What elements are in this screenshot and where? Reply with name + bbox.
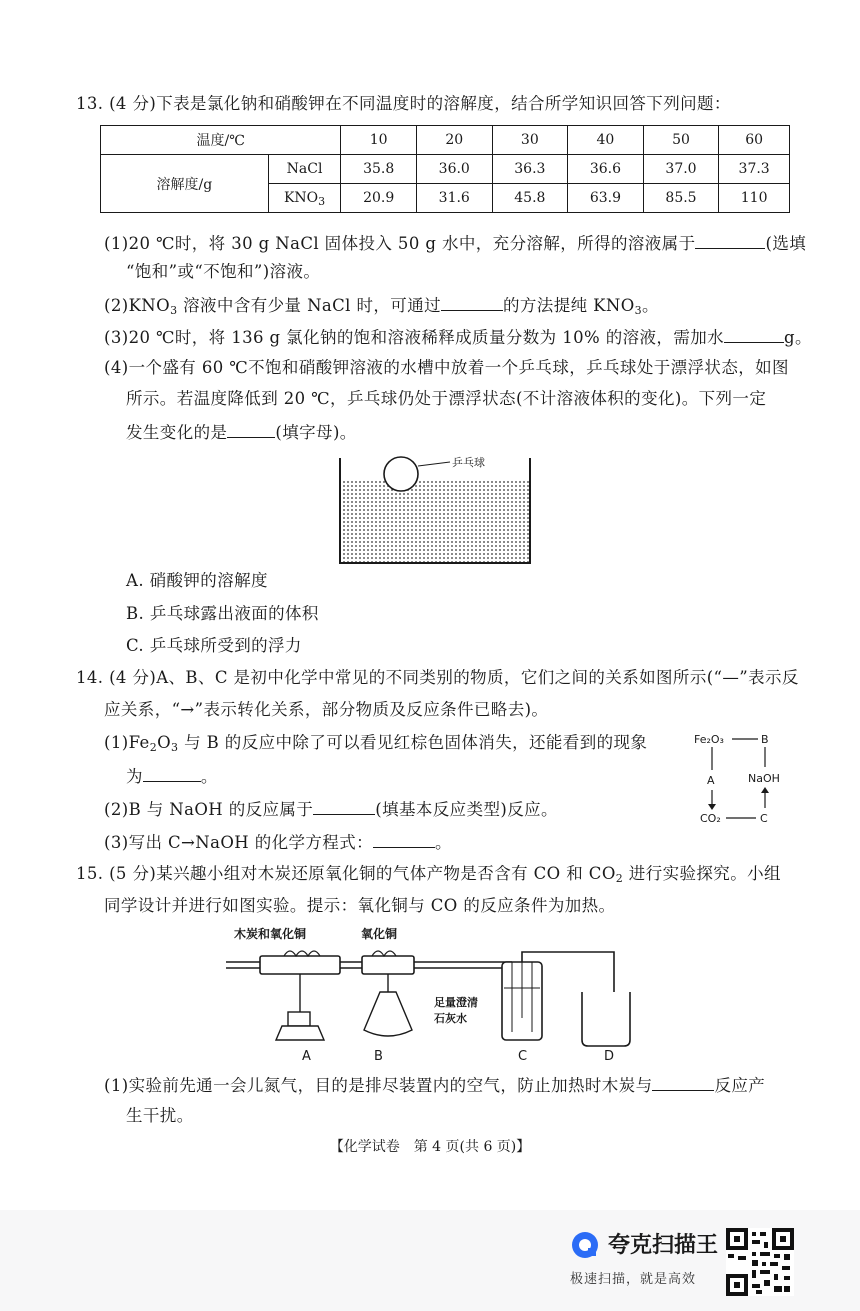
q15-stem-cont: 同学设计并进行如图实验。提示：氧化铜与 CO 的反应条件为加热。 — [104, 896, 616, 915]
node-co2: CO₂ — [700, 812, 721, 825]
quark-logo-icon — [570, 1230, 600, 1260]
temp-cell: 30 — [492, 126, 568, 155]
apparatus-figure — [222, 922, 642, 1064]
q14-part2: (2)B 与 NaOH 的反应属于 (填基本反应类型)反应。 — [104, 796, 558, 822]
arrowhead-c-naoh — [761, 787, 769, 793]
temp-cell: 40 — [568, 126, 644, 155]
q13-option-a: A. 硝酸钾的溶解度 — [126, 571, 268, 590]
q13-part4-cont2: 发生变化的是 (填字母)。 — [126, 419, 357, 445]
nacl-label: NaCl — [268, 155, 341, 184]
kno3-cell: 63.9 — [568, 184, 644, 213]
node-c: C — [760, 812, 768, 825]
q15-part1-cont: 生干扰。 — [126, 1106, 194, 1125]
answer-blank[interactable] — [695, 230, 765, 249]
label-tube1: 木炭和氧化铜 — [234, 927, 307, 941]
temp-cell: 10 — [341, 126, 417, 155]
relation-diagram — [690, 730, 800, 830]
solubility-header: 溶解度/g — [101, 155, 269, 213]
temp-cell: 20 — [416, 126, 492, 155]
alcohol-lamp-b — [364, 992, 412, 1036]
brand-name: 夸克扫描王 — [608, 1233, 719, 1258]
label-d: D — [604, 1049, 615, 1064]
q13-part3: (3)20 ℃时，将 136 g 氯化钠的饱和溶液稀释成质量分数为 10% 的溶液，需加水 g。 — [104, 324, 812, 350]
q14-part3: (3)写出 C→NaOH 的化学方程式： 。 — [104, 829, 452, 855]
node-fe2o3: Fe₂O₃ — [694, 733, 724, 746]
kno3-label: $KNO_3$ — [268, 184, 341, 213]
kno3-cell: 20.9 — [341, 184, 417, 213]
beaker-d — [582, 992, 630, 1046]
q14-part1: $(1)Fe_2O_3$ 与 B 的反应中除了可以看见红棕色固体消失，还能看到的现象 — [104, 733, 648, 754]
q13-part1: (1)20 ℃时，将 30 g NaCl 固体投入 50 g 水中，充分溶解，所得的溶液属于 (选填 — [104, 230, 806, 256]
q15-stem: 15. (5 分)某兴趣小组对木炭还原氧化铜的气体产物是否含有 CO 和 $CO_2$ 进行实验探究。小组 — [76, 864, 781, 885]
nacl-cell: 36.3 — [492, 155, 568, 184]
label-lime-2: 石灰水 — [434, 1012, 467, 1025]
ball-label: 乒乓球 — [452, 456, 485, 469]
q14-part1-cont: 为 。 — [126, 763, 218, 789]
q14-stem: 14. (4 分)A、B、C 是初中化学中常见的不同类别的物质，它们之间的关系如图所示(“—”表示反 — [76, 668, 799, 687]
nacl-cell: 36.6 — [568, 155, 644, 184]
tube-cuo — [362, 956, 414, 974]
solubility-table — [100, 125, 790, 213]
q13-part2: $(2)KNO_3$ 溶液中含有少量 NaCl 时，可通过 的方法提纯 $KNO_3$。 — [104, 292, 659, 318]
q13-option-c: C. 乒乓球所受到的浮力 — [126, 636, 302, 655]
ping-pong-ball — [384, 457, 418, 491]
label-c: C — [518, 1049, 528, 1064]
node-b: B — [761, 733, 769, 746]
page-footer: 【化学试卷 第 4 页(共 6 页)】 — [329, 1139, 531, 1155]
nacl-cell: 35.8 — [341, 155, 417, 184]
solution-liquid — [340, 481, 530, 563]
kno3-cell: 85.5 — [643, 184, 719, 213]
node-a: A — [707, 774, 715, 787]
answer-blank[interactable] — [313, 796, 375, 815]
answer-blank[interactable] — [143, 763, 201, 782]
q15-part1: (1)实验前先通一会儿氮气，目的是排尽装置内的空气，防止加热时木炭与 反应产 — [104, 1072, 765, 1098]
tube-carbon-cuo — [260, 956, 340, 974]
q13-stem: 13. (4 分)下表是氯化钠和硝酸钾在不同温度时的溶解度，结合所学知识回答下列问题： — [76, 94, 731, 113]
q13-part1-cont: “饱和”或“不饱和”)溶液。 — [126, 262, 321, 281]
qr-code-icon — [726, 1228, 794, 1296]
answer-blank[interactable] — [724, 324, 784, 343]
temp-cell: 50 — [643, 126, 719, 155]
arrowhead-a-co2 — [708, 804, 716, 810]
burner-a-neck — [288, 1012, 310, 1026]
burner-a — [276, 1026, 324, 1040]
temp-header: 温度/℃ — [101, 126, 341, 155]
answer-blank[interactable] — [652, 1072, 714, 1091]
answer-blank[interactable] — [441, 292, 503, 311]
water-trough-figure — [330, 448, 550, 568]
q13-part4-cont: 所示。若温度降低到 20 ℃，乒乓球仍处于漂浮状态(不计溶液体积的变化)。下列一定 — [126, 389, 767, 408]
node-naoh: NaOH — [748, 772, 780, 785]
brand-slogan: 极速扫描，就是高效 — [570, 1272, 697, 1287]
temp-cell: 60 — [719, 126, 790, 155]
label-b: B — [374, 1049, 383, 1064]
kno3-cell: 31.6 — [416, 184, 492, 213]
kno3-cell: 45.8 — [492, 184, 568, 213]
nacl-cell: 36.0 — [416, 155, 492, 184]
ball-leader-line — [418, 462, 450, 466]
q14-stem-cont: 应关系，“→”表示转化关系，部分物质及反应条件已略去)。 — [104, 700, 549, 719]
label-lime-1: 足量澄清 — [434, 996, 478, 1009]
answer-blank[interactable] — [227, 419, 275, 438]
label-a: A — [302, 1049, 311, 1064]
nacl-cell: 37.3 — [719, 155, 790, 184]
answer-blank[interactable] — [373, 829, 435, 848]
label-tube2: 氧化铜 — [361, 927, 398, 941]
q13-part4: (4)一个盛有 60 ℃不饱和硝酸钾溶液的水槽中放着一个乒乓球，乒乓球处于漂浮状态，如图 — [104, 358, 789, 377]
kno3-cell: 110 — [719, 184, 790, 213]
q13-option-b: B. 乒乓球露出液面的体积 — [126, 604, 319, 623]
nacl-cell: 37.0 — [643, 155, 719, 184]
